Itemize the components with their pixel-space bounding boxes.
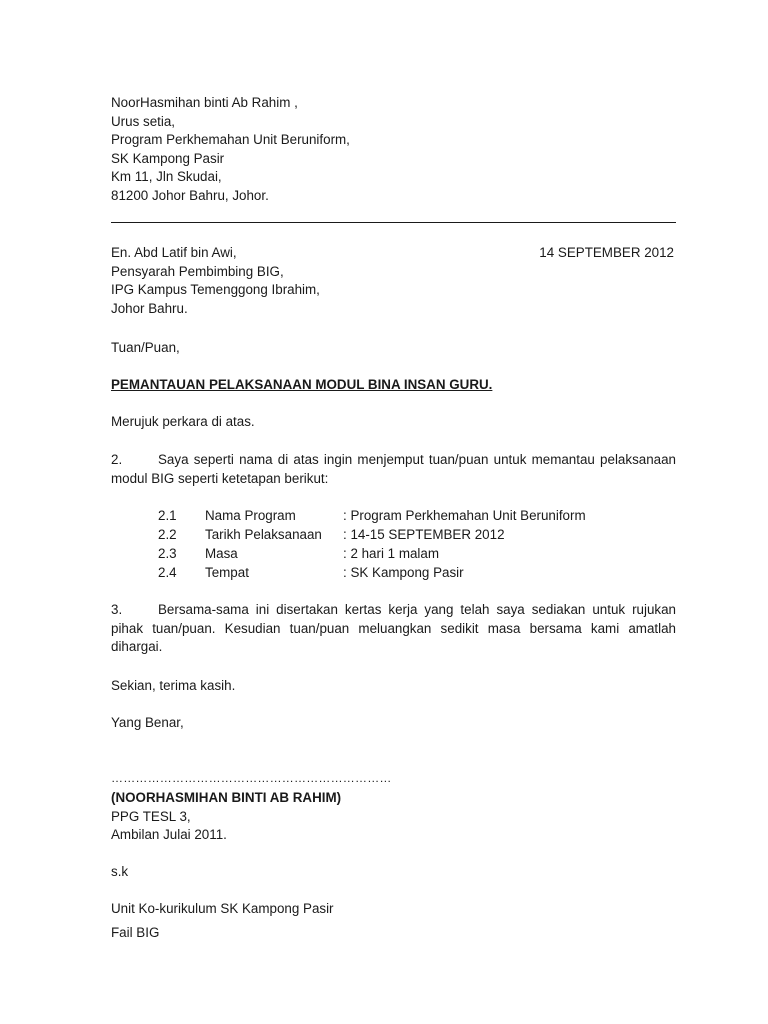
- detail-item: [158, 564, 678, 583]
- paragraph-2-number: 2.: [111, 452, 123, 467]
- sender-city: 81200 Johor Bahru, Johor.: [111, 187, 269, 203]
- paragraph-2: [111, 451, 676, 488]
- paragraph-3-number: 3.: [111, 602, 123, 617]
- detail-number: 2.1: [158, 508, 177, 523]
- recipient-institution: IPG Kampus Temenggong Ibrahim,: [111, 282, 320, 298]
- recipient-name: En. Abd Latif bin Awi,: [111, 245, 237, 260]
- sender-program: Program Perkhemahan Unit Beruniform,: [111, 132, 350, 148]
- letter-subject: PEMANTAUAN PELAKSANAAN MODUL BINA INSAN GURU.: [111, 377, 493, 392]
- salutation: Tuan/Puan,: [111, 340, 180, 355]
- detail-item: [158, 545, 678, 564]
- sender-role: Urus setia,: [111, 113, 175, 129]
- closing-line: Sekian, terima kasih.: [111, 678, 236, 693]
- detail-value: : Program Perkhemahan Unit Beruniform: [343, 508, 586, 523]
- sign-off: Yang Benar,: [111, 715, 184, 730]
- detail-label: Tempat: [205, 565, 249, 580]
- reference-line: Merujuk perkara di atas.: [111, 414, 255, 429]
- sender-street: Km 11, Jln Skudai,: [111, 169, 222, 185]
- detail-label: Nama Program: [205, 508, 296, 523]
- sender-name: NoorHasmihan binti Ab Rahim ,: [111, 95, 298, 110]
- detail-item: [158, 507, 678, 526]
- signatory-block: [111, 789, 676, 845]
- letter-date: 14 SEPTEMBER 2012: [539, 245, 674, 260]
- paragraph-3-text: Bersama-sama ini disertakan kertas kerja yang telah saya sediakan untuk rujukan pihak tuan/puan. Kesudian tuan/puan meluangkan sedikit masa bersama kami amatlah dihargai.: [111, 602, 676, 655]
- detail-value: : 2 hari 1 malam: [343, 546, 440, 561]
- recipient-title: Pensyarah Pembimbing BIG,: [111, 263, 284, 279]
- cc-recipient: Unit Ko-kurikulum SK Kampong Pasir: [111, 901, 334, 916]
- header-divider: [111, 222, 676, 223]
- detail-number: 2.3: [158, 546, 177, 561]
- paragraph-2-text: Saya seperti nama di atas ingin menjemput tuan/puan untuk memantau pelaksanaan modul BIG seperti ketetapan berikut:: [111, 452, 676, 486]
- sender-school: SK Kampong Pasir: [111, 150, 225, 166]
- detail-number: 2.2: [158, 527, 177, 542]
- detail-number: 2.4: [158, 565, 177, 580]
- signatory-intake: Ambilan Julai 2011.: [111, 827, 227, 843]
- detail-value: : SK Kampong Pasir: [343, 565, 464, 580]
- detail-value: : 14-15 SEPTEMBER 2012: [343, 527, 505, 542]
- detail-label: Masa: [205, 546, 238, 561]
- detail-item: [158, 526, 678, 545]
- signatory-name: (NOORHASMIHAN BINTI AB RAHIM): [111, 790, 342, 805]
- paragraph-3: [111, 601, 676, 657]
- cc-recipient: Fail BIG: [111, 925, 160, 940]
- signatory-program: PPG TESL 3,: [111, 808, 191, 824]
- detail-label: Tarikh Pelaksanaan: [205, 527, 322, 542]
- recipient-city: Johor Bahru.: [111, 300, 188, 316]
- cc-label: s.k: [111, 864, 129, 879]
- signature-line: ……………………………………………………………: [111, 771, 392, 785]
- sender-address: [111, 94, 676, 206]
